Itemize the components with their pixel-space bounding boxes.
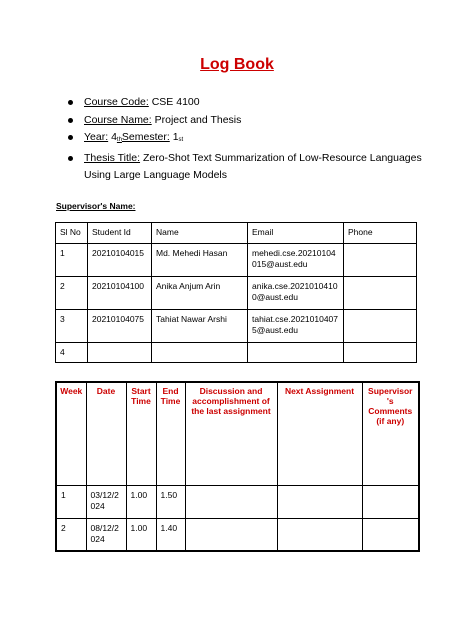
week-cell: 1 [56, 485, 86, 518]
table-row [56, 485, 419, 518]
name-cell: Anika Anjum Arin [152, 277, 248, 310]
discussion-line2: accomplishment of [192, 396, 270, 406]
name-cell [152, 343, 248, 363]
thesis-title-line2: Using Large Language Models [84, 169, 228, 181]
course-name-item [68, 112, 428, 130]
student-id-cell: 20210104015 [88, 244, 152, 277]
course-code-label: Course Code: [84, 96, 149, 108]
course-name-value: Project and Thesis [154, 113, 242, 126]
phone-cell [344, 310, 417, 343]
sl-no-cell: 3 [56, 310, 88, 343]
sup-line3: Comments [368, 406, 413, 416]
table-row [56, 310, 417, 343]
phone-cell [344, 244, 417, 277]
course-code-value: CSE 4100 [151, 96, 200, 108]
thesis-title-item [68, 150, 428, 185]
header-week: Week [56, 382, 86, 485]
page-title: Log Book [200, 56, 274, 73]
date-cell [86, 518, 126, 551]
email-line1: mehedi.cse.20210104 [252, 248, 336, 258]
course-name-label: Course Name: [84, 113, 152, 126]
table-row [56, 277, 417, 310]
email-cell [248, 244, 344, 277]
header-next-assignment: Next Assignment [277, 382, 362, 485]
table-row [56, 518, 419, 551]
discussion-cell [185, 485, 277, 518]
end-time-cell: 1.50 [156, 485, 185, 518]
end-time-cell: 1.40 [156, 518, 185, 551]
email-cell [248, 277, 344, 310]
students-header-row [56, 223, 417, 244]
header-email: Email [248, 223, 344, 244]
date-line1: 08/12/2 [90, 522, 119, 533]
semester-suffix: st [178, 137, 184, 143]
start-line1: Start [131, 386, 151, 396]
header-sl-no: Sl No [56, 223, 88, 244]
header-date: Date [86, 382, 126, 485]
start-time-cell: 1.00 [126, 518, 156, 551]
log-header-row [56, 382, 419, 485]
date-line2: 024 [90, 500, 105, 511]
header-end-time [156, 382, 185, 485]
date-line1: 03/12/2 [90, 489, 119, 500]
next-assignment-cell [277, 518, 362, 551]
date-cell [86, 485, 126, 518]
course-info-list [68, 94, 428, 185]
email-line2: 0@aust.edu [252, 292, 298, 302]
header-phone: Phone [344, 223, 417, 244]
end-line1: End [162, 386, 179, 396]
table-row [56, 244, 417, 277]
end-line2: Time [160, 396, 181, 406]
year-label: Year: [84, 131, 109, 143]
sup-line4: (if any) [376, 416, 405, 426]
year-value: 4 [111, 131, 117, 143]
phone-cell [344, 343, 417, 363]
date-line2: 024 [90, 533, 105, 544]
sl-no-cell: 2 [56, 277, 88, 310]
start-line2: Time [131, 396, 151, 406]
phone-cell [344, 277, 417, 310]
email-line2: 5@aust.edu [252, 325, 298, 335]
year-suffix: th [116, 137, 122, 143]
sl-no-cell: 1 [56, 244, 88, 277]
header-start-time [126, 382, 156, 485]
header-name: Name [152, 223, 248, 244]
supervisor-name-label: Supervisor's Name: [56, 201, 136, 211]
sup-line1: Supervisor [368, 386, 413, 396]
name-cell: Md. Mehedi Hasan [152, 244, 248, 277]
start-time-cell: 1.00 [126, 485, 156, 518]
discussion-line3: the last assignment [191, 406, 271, 416]
header-supervisor-comments [362, 382, 419, 485]
semester-value: 1 [172, 131, 179, 143]
email-line1: tahiat.cse.2021010407 [252, 314, 339, 324]
next-assignment-cell [277, 485, 362, 518]
discussion-line1: Discussion and [199, 386, 263, 396]
thesis-title-label: Thesis Title: [84, 151, 141, 164]
sup-line2: 's [386, 396, 394, 406]
students-table [55, 222, 417, 363]
header-discussion [185, 382, 277, 485]
course-code-item [68, 94, 428, 112]
email-line1: anika.cse.2021010410 [252, 281, 338, 291]
name-cell: Tahiat Nawar Arshi [152, 310, 248, 343]
header-student-id: Student Id [88, 223, 152, 244]
student-id-cell [88, 343, 152, 363]
email-cell [248, 310, 344, 343]
sl-no-cell: 4 [56, 343, 88, 363]
semester-label: Semester: [121, 131, 170, 143]
discussion-cell [185, 518, 277, 551]
table-row [56, 343, 417, 363]
email-line2: 015@aust.edu [252, 259, 308, 269]
student-id-cell: 20210104075 [88, 310, 152, 343]
supervisor-comments-cell [362, 485, 419, 518]
supervisor-comments-cell [362, 518, 419, 551]
year-semester-item [68, 129, 428, 150]
student-id-cell: 20210104100 [88, 277, 152, 310]
email-cell [248, 343, 344, 363]
thesis-title-line1: Zero-Shot Text Summarization of Low-Resource Languages [142, 151, 422, 164]
week-cell: 2 [56, 518, 86, 551]
log-table [55, 381, 420, 552]
